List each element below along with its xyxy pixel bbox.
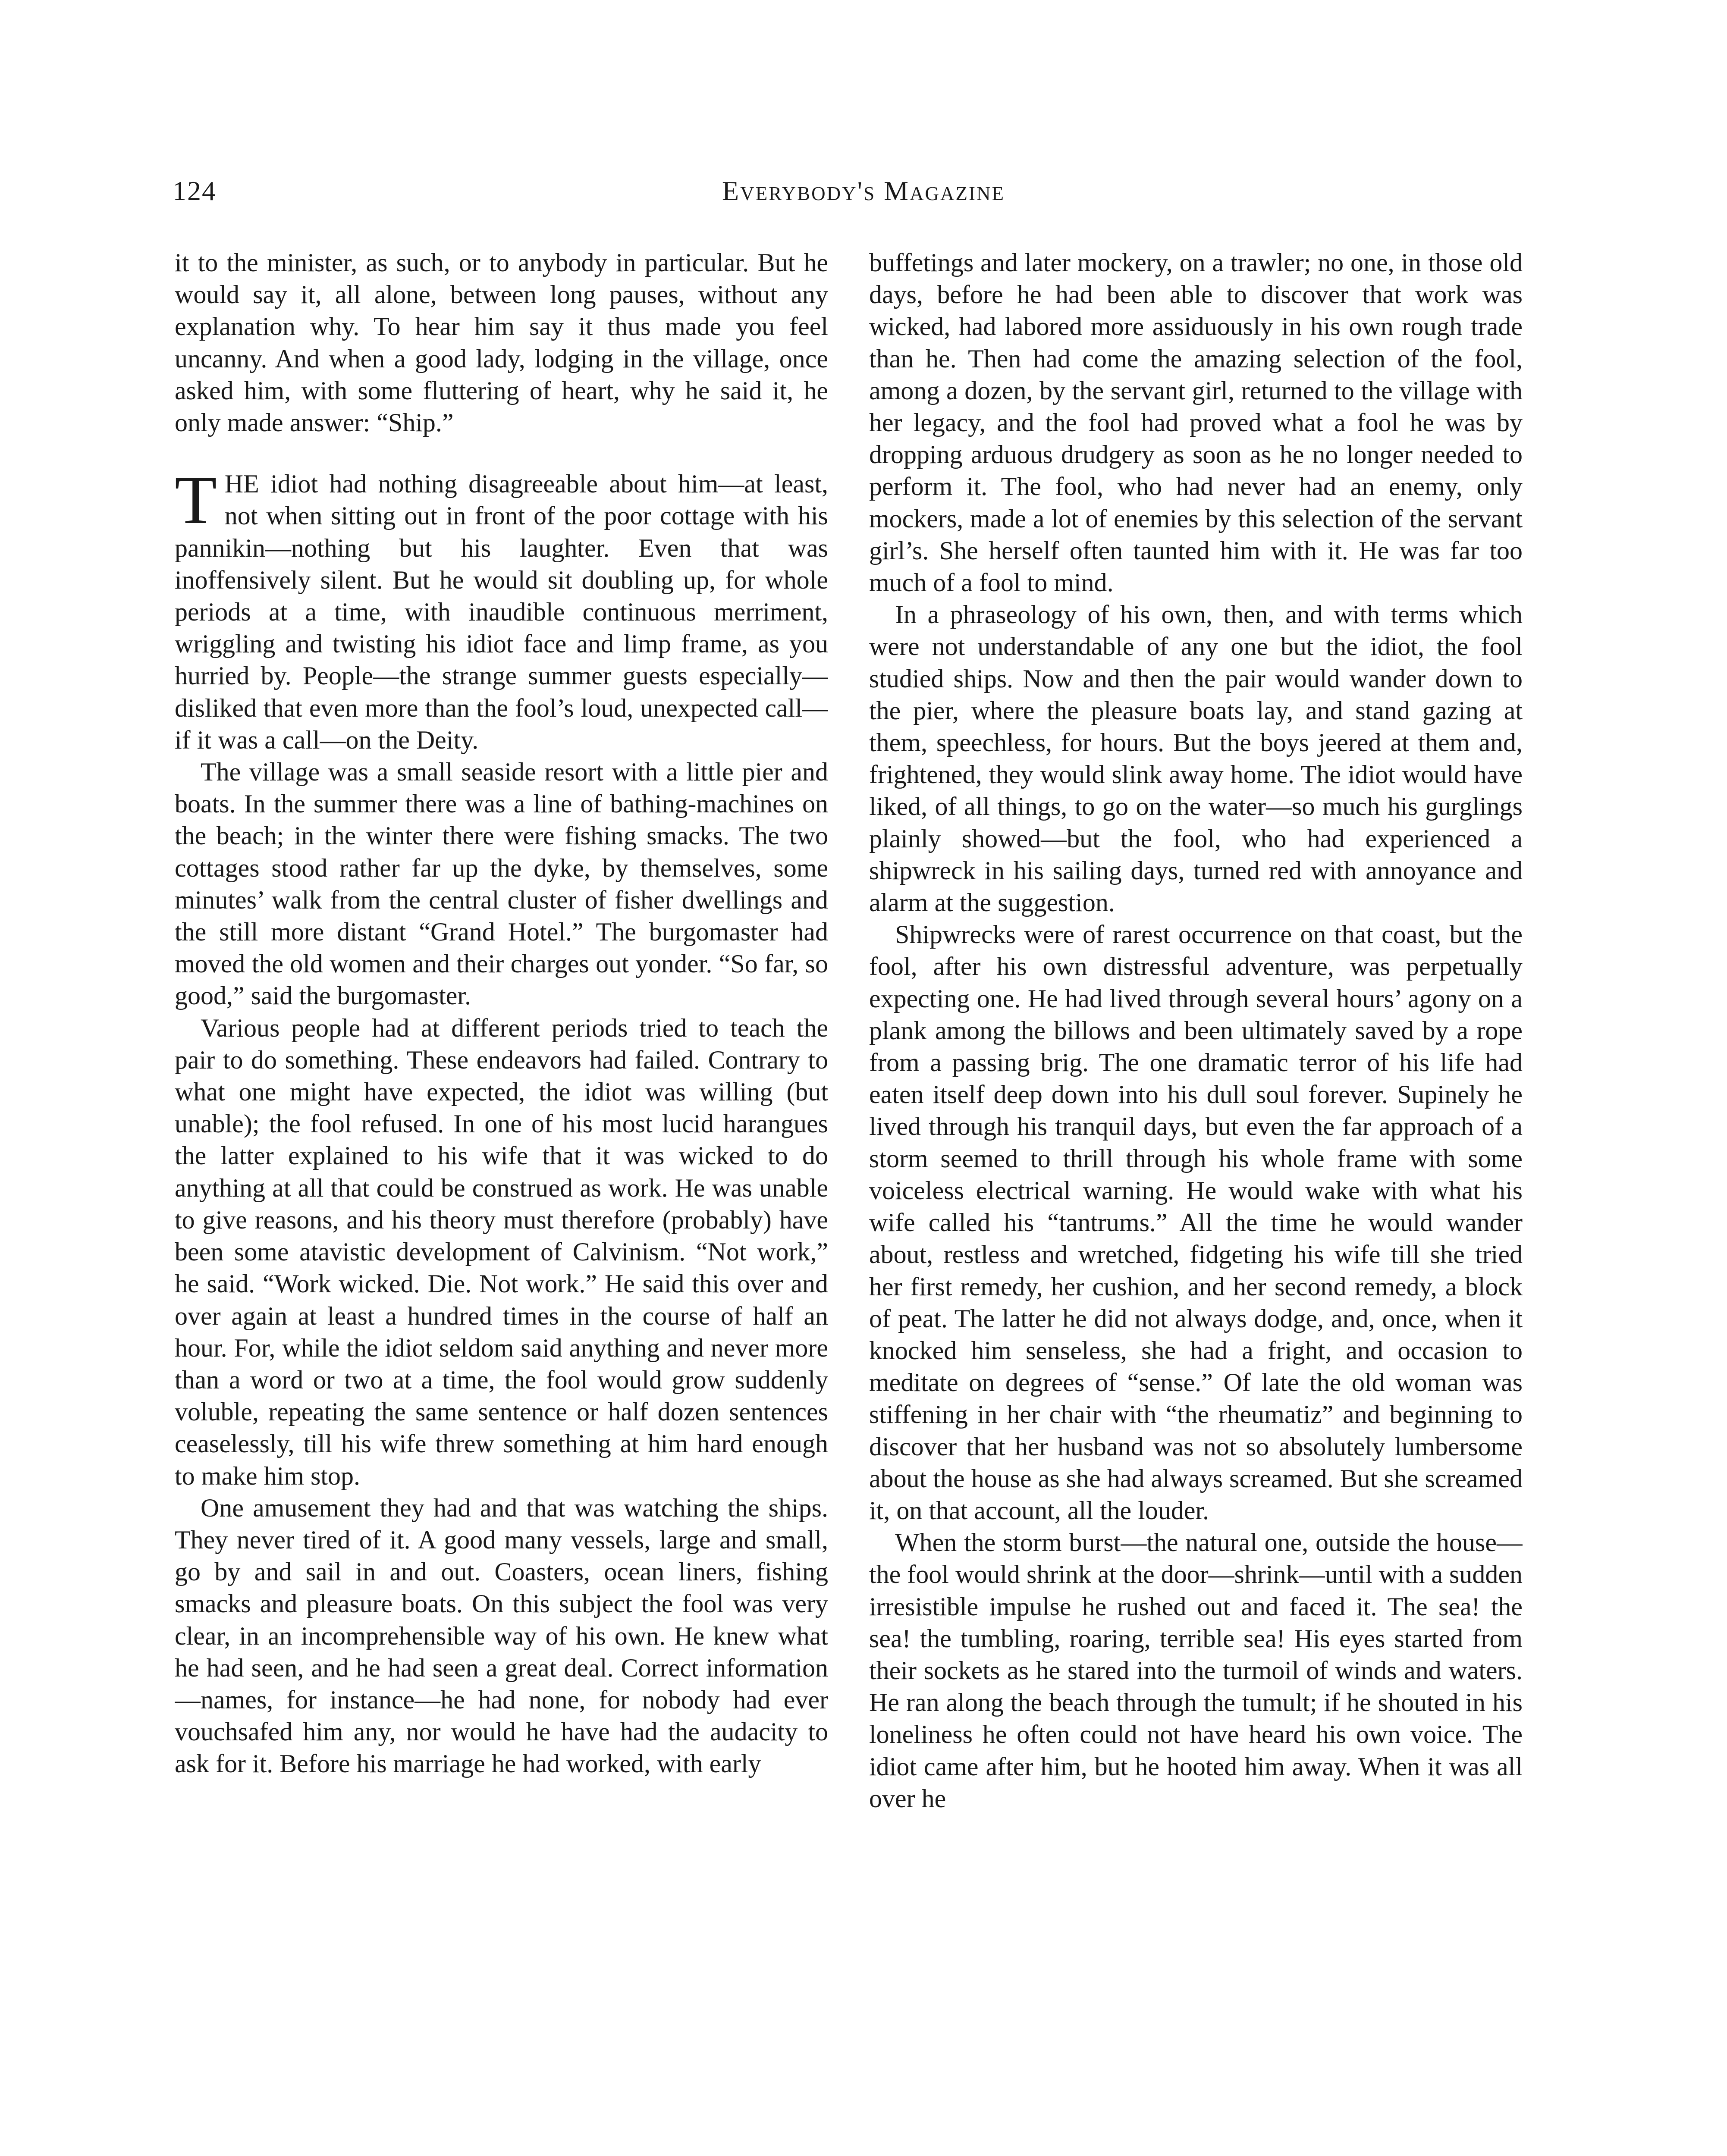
paragraph-dropcap xyxy=(175,461,828,756)
paragraph: The village was a small seaside resort with a little pier and boats. In the summer there was a line of bathing-machines on the beach; in the winter there were fishing smacks. The two cottages stood rather far up the dyke, by themselves, some minutes’ walk from the central cluster of fisher dwellings and the still more distant “Grand Hotel.” The burgomaster had moved the old women and their charges out yonder. “So far, so good,” said the burgomaster. xyxy=(175,758,828,1010)
paragraph: One amusement they had and that was watching the ships. They never tired of it. A good many vessels, large and small, go by and sail in and out. Coasters, ocean liners, fishing smacks and pleasure boats. On this subject the fool was very clear, in an incomprehensible way of his own. He knew what he had seen, and he had seen a great deal. Correct information—names, for instance—he had none, for nobody had ever vouchsafed him any, nor would he have had the audacity to ask for it. Before his marriage he had worked, with early xyxy=(175,1493,828,1778)
drop-cap: T xyxy=(175,461,217,539)
paragraph: Various people had at different periods tried to teach the pair to do something. These endeavors had failed. Contrary to what one might have expected, the idiot was willing (but unable); the fool refused. In one of his most lucid harangues the latter explained to his wife that it was wicked to do anything at all that could be construed as work. He was unable to give reasons, and his theory must therefore (probably) have been some atavistic development of Calvinism. “Not work,” he said. “Work wicked. Die. Not work.” He said this over and over again at least a hundred times in the course of half an hour. For, while the idiot seldom said anything and never more than a word or two at a time, the fool would grow suddenly voluble, repeating the same sentence or half dozen sentences ceaselessly, till his wife threw something at him hard enough to make him stop. xyxy=(175,1013,828,1490)
paragraph: When the storm burst—the natural one, outside the house—the fool would shrink at the door—shrink—until with a sudden irresistible impulse he rushed out and faced it. The sea! the sea! the tumbling, roaring, terrible sea! His eyes started from their sockets as he stared into the turmoil of winds and waters. He ran along the beach through the tumult; if he shouted in his loneliness he often could not have heard his own voice. The idiot came after him, but he hooted him away. When it was all over he xyxy=(869,1528,1523,1813)
paragraph: Shipwrecks were of rarest occurrence on that coast, but the fool, after his own distressful adventure, was perpetually expecting one. He had lived through several hours’ agony on a plank among the billows and been ultimately saved by a rope from a passing brig. The one dramatic terror of his life had eaten itself deep down into his dull soul forever. Supinely he lived through his tranquil days, but even the far approach of a storm seemed to thrill through his whole frame with some voiceless electrical warning. He would wake with what his wife called his “tantrums.” All the time he would wander about, restless and wretched, fidgeting his wife till she tried her first remedy, her cushion, and her second remedy, a block of peat. The latter he did not always dodge, and, once, when it knocked him senseless, she had a fright, and occasion to meditate on degrees of “sense.” Of late the old woman was stiffening in her chair with “the rheumatiz” and beginning to discover that her husband was not so absolutely lumbersome about the house as she had always screamed. But she screamed it, on that account, all the louder. xyxy=(869,920,1523,1525)
page-header xyxy=(0,167,1727,215)
paragraph: In a phraseology of his own, then, and with terms which were not understandable of any one but the idiot, the fool studied ships. Now and then the pair would wander down to the pier, where the pleasure boats lay, and stand gazing at them, speechless, for hours. But the boys jeered at them and, frightened, they would slink away home. The idiot would have liked, of all things, to go on the water—so much his gurglings plainly showed—but the fool, who had experienced a shipwreck in his sailing days, turned red with annoyance and alarm at the suggestion. xyxy=(869,600,1523,917)
paragraph-text: HE idiot had nothing disagreeable about him—at least, not when sitting out in front of the poor cottage with his pannikin—nothing but his laughter. Even that was inoffensively silent. But he would sit doubling up, for whole periods at a time, with inaudible continuous merriment, wriggling and twisting his idiot face and limp frame, as you hurried by. People—the strange summer guests especially—disliked that even more than the fool’s loud, unexpected call—if it was a call—on the Deity. xyxy=(175,470,828,754)
paragraph: it to the minister, as such, or to anybody in particular. But he would say it, all alone, between long pauses, without any explanation why. To hear him say it thus made you feel uncanny. And when a good lady, lodging in the village, once asked him, with some fluttering of heart, why he said it, he only made answer: “Ship.” xyxy=(175,248,828,437)
right-column xyxy=(869,247,1523,2156)
paragraph: buffetings and later mockery, on a trawler; no one, in those old days, before he had been able to discover that work was wicked, had labored more assiduously in his own rough trade than he. Then had come the amazing selection of the fool, among a dozen, by the servant girl, returned to the village with her legacy, and the fool had proved what a fool he was by dropping arduous drudgery as soon as he no longer needed to perform it. The fool, who had never had an enemy, only mockers, made a lot of enemies by this selection of the servant girl’s. She herself often taunted him with it. He was far too much of a fool to mind. xyxy=(869,248,1523,597)
page-number: 124 xyxy=(173,175,217,206)
left-column xyxy=(175,247,828,2156)
running-title: Everybody's Magazine xyxy=(722,175,1005,206)
